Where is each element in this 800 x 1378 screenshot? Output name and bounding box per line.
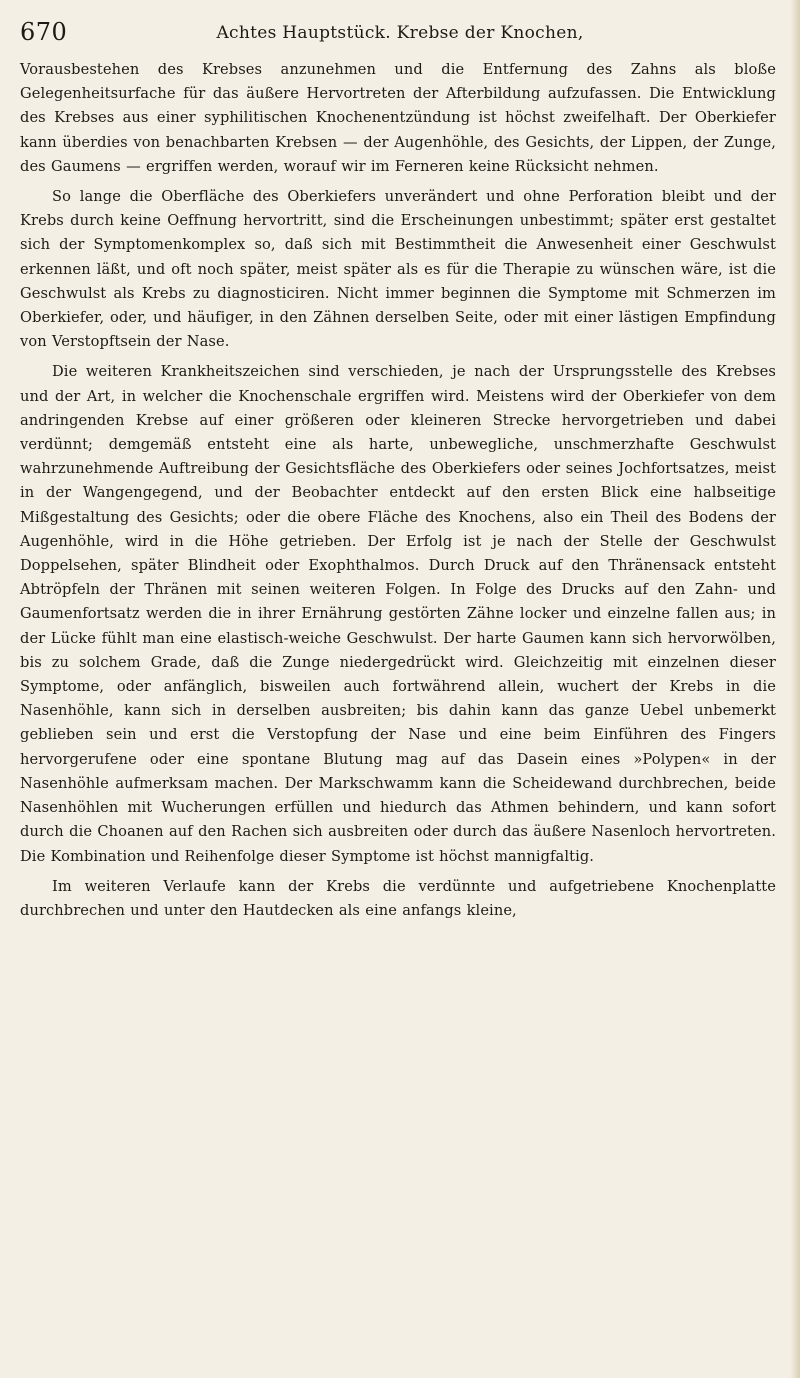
paragraph: So lange die Oberfläche des Oberkiefers unverändert und ohne Perforation bleibt und der Krebs durch keine Oeffnung hervortritt, sind die Erscheinungen unbestimmt; später erst gestaltet sich der Symptomenkomplex so, daß sich mit Bestimmtheit die Anwesenheit einer Geschwulst erkennen läßt, und oft noch später, meist später als es für die Therapie zu wünschen wäre, ist die Geschwulst als Krebs zu diagnosticiren. Nicht immer beginnen die Symptome mit Schmerzen im Oberkiefer, oder, und häufiger, in den Zähnen derselben Seite, oder mit einer lästigen Empfindung von Verstopftsein der Nase. xyxy=(20,188,776,351)
paragraph: Im weiteren Verlaufe kann der Krebs die verdünnte und aufgetriebene Knochenplatte durchbrechen und unter den Hautdecken als eine anfangs kleine, xyxy=(20,877,776,919)
running-title: Achtes Hauptstück. Krebse der Knochen, xyxy=(216,23,584,43)
page-header xyxy=(0,16,800,50)
paragraph: Die weiteren Krankheitszeichen sind verschieden, je nach der Ursprungsstelle des Krebses und der Art, in welcher die Knochenschale ergriffen wird. Meistens wird der Oberkiefer von dem andringenden Krebse auf einer größeren oder kleineren Strecke hervorgetrieben und dabei verdünnt; demgemäß entsteht eine als harte, unbewegliche, unschmerzhafte Geschwulst wahrzunehmende Auftreibung der Gesichtsfläche des Oberkiefers oder seines Jochfortsatzes, meist in der Wangengegend, und der Beobachter entdeckt auf den ersten Blick eine halbseitige Mißgestaltung des Gesichts; oder die obere Fläche des Knochens, also ein Theil des Bodens der Augenhöhle, wird in die Höhe getrieben. Der Erfolg ist je nach der Stelle der Geschwulst Doppelsehen, später Blindheit oder Exophthalmos. Durch Druck auf den Thränensack entsteht Abtröpfeln der Thränen mit seinen weiteren Folgen. In Folge des Drucks auf den Zahn- und Gaumenfortsatz werden die in ihrer Ernährung gestörten Zähne locker und einzelne fallen aus; in der Lücke fühlt man eine elastisch-weiche Geschwulst. Der harte Gaumen kann sich hervorwölben, bis zu solchem Grade, daß die Zunge niedergedrückt wird. Gleichzeitig mit einzelnen dieser Symptome, oder anfänglich, bisweilen auch fortwährend allein, wuchert der Krebs in die Nasenhöhle, kann sich in derselben ausbreiten; bis dahin kann das ganze Uebel unbemerkt geblieben sein und erst die Verstopfung der Nase und eine beim Einführen des Fingers hervorgerufene oder eine spontane Blutung mag auf das Dasein eines »Polypen« in der Nasenhöhle aufmerksam machen. Der Markschwamm kann die Scheidewand durchbrechen, beide Nasenhöhlen mit Wucherungen erfüllen und hiedurch das Athmen behindern, und kann sofort durch die Choanen auf den Rachen sich ausbreiten oder durch das äußere Nasenloch hervortreten. Die Kombination und Reihenfolge dieser Symptome ist höchst mannigfaltig. xyxy=(20,363,776,865)
page-number: 670 xyxy=(20,18,68,46)
paragraph: Vorausbestehen des Krebses anzunehmen und die Entfernung des Zahns als bloße Gelegenheitsurfache für das äußere Hervortreten der Afterbildung aufzufassen. Die Entwicklung des Krebses aus einer syphilitischen Knochenentzündung ist höchst zweifelhaft. Der Oberkiefer kann überdies von benachbarten Krebsen — der Augenhöhle, des Gesichts, der Lippen, der Zunge, des Gaumens — ergriffen werden, worauf wir im Ferneren keine Rücksicht nehmen. xyxy=(20,61,776,175)
page-edge-shadow xyxy=(790,0,800,1378)
page-body xyxy=(20,58,776,923)
